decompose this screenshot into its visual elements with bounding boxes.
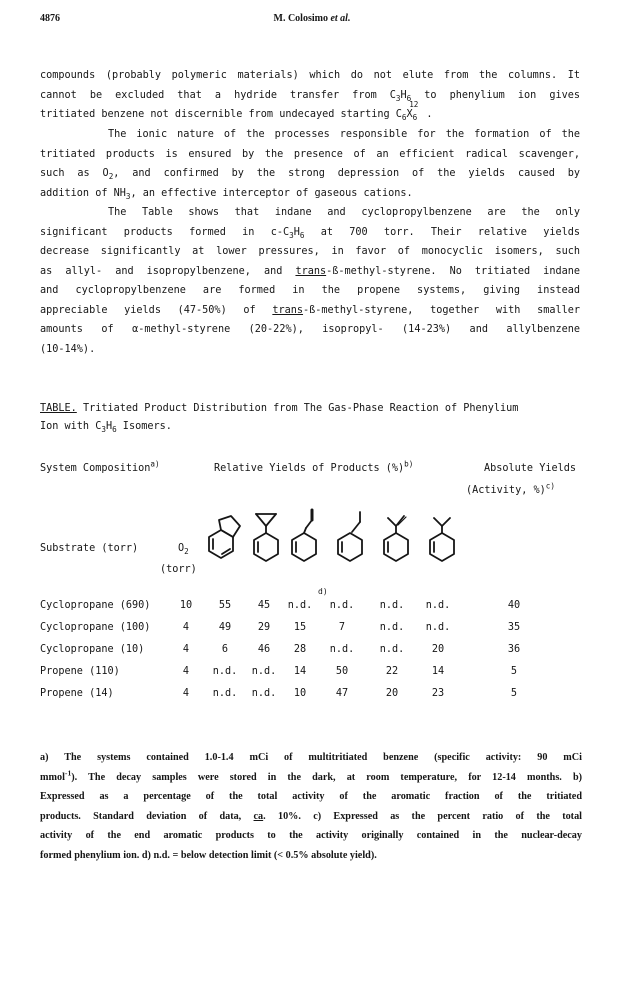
alpha-methylstyrene-structure-icon bbox=[378, 508, 418, 563]
header-system-composition: System Composition$^{a)}$ bbox=[40, 459, 160, 474]
cell-o2: 4 bbox=[182, 688, 190, 699]
cell-v1: 55 bbox=[218, 600, 232, 611]
cell-v3: 14 bbox=[293, 666, 307, 677]
cell-abs: 40 bbox=[507, 600, 521, 611]
cell-v5: n.d. bbox=[379, 622, 405, 633]
allylbenzene-structure-icon bbox=[286, 508, 326, 563]
cell-v5: n.d. bbox=[379, 600, 405, 611]
table-caption: TABLE. Tritiated Product Distribution from The Gas-Phase Reaction of Phenylium bbox=[40, 403, 519, 414]
page-number: 4876 bbox=[40, 13, 60, 24]
text-line: significant products formed in $c-C_3H_6$ at 700 torr. Their relative yields bbox=[40, 226, 580, 240]
header-relative-yields: Relative Yields of Products (%)$^{b)}$ bbox=[214, 459, 414, 474]
cell-abs: 5 bbox=[510, 666, 518, 677]
cell-v2: n.d. bbox=[251, 688, 277, 699]
cell-v6: 23 bbox=[431, 688, 445, 699]
cell-v3: 28 bbox=[293, 644, 307, 655]
cell-v4: 50 bbox=[335, 666, 349, 677]
text-line: amounts of α-methyl-styrene (20-22%), isopropyl- (14-23%) and allylbenzene bbox=[40, 324, 580, 335]
text-line: appreciable yields (47-50%) of trans-ß-methyl-styrene, together with smaller bbox=[40, 304, 580, 316]
cell-v2: n.d. bbox=[251, 666, 277, 677]
cell-v6: 20 bbox=[431, 644, 445, 655]
cell-v5: n.d. bbox=[379, 644, 405, 655]
text-line: decrease significantly at lower pressures, in favor of monocyclic isomers, such bbox=[40, 246, 580, 257]
cell-abs: 35 bbox=[507, 622, 521, 633]
footnote-line: activity of the end aromatic products to the activity originally contained in the nuclear-decay bbox=[40, 830, 582, 841]
cell-v4: n.d. bbox=[329, 644, 355, 655]
trans-beta-methylstyrene-structure-icon bbox=[332, 508, 372, 563]
text-line: (10-14%). bbox=[40, 343, 96, 355]
cell-v2: 29 bbox=[257, 622, 271, 633]
text-line: The ionic nature of the processes responsible for the formation of the bbox=[108, 129, 580, 140]
cell-o2: 4 bbox=[182, 666, 190, 677]
table-footnotes bbox=[40, 748, 582, 865]
paragraph-table-discussion bbox=[40, 203, 580, 359]
cell-o2: 4 bbox=[182, 622, 190, 633]
header-o2: $O_2$ bbox=[178, 543, 189, 557]
header-absolute-yields: Absolute Yields bbox=[484, 463, 577, 474]
header-o2-unit: (torr) bbox=[160, 564, 197, 575]
footnote-line: Expressed as a percentage of the total activity of the aromatic fraction of the tritiated bbox=[40, 791, 582, 802]
cell-abs: 5 bbox=[510, 688, 518, 699]
cell-v5: 22 bbox=[385, 666, 399, 677]
cell-v1: n.d. bbox=[212, 688, 238, 699]
text-line: The Table shows that indane and cyclopropylbenzene are the only bbox=[108, 207, 580, 218]
cell-v4: 7 bbox=[338, 622, 346, 633]
text-line: such as $O_2$, and confirmed by the strong depression of the yields caused by bbox=[40, 168, 580, 182]
cell-v5: 20 bbox=[385, 688, 399, 699]
footnote-line: products. Standard deviation of data, ca. 10%. c) Expressed as the percent ratio of the total bbox=[40, 810, 583, 822]
cell-o2: 10 bbox=[179, 600, 193, 611]
et-al: et al. bbox=[330, 13, 351, 24]
paragraph-ionic-nature bbox=[40, 125, 580, 203]
author-name: M. Colosimo bbox=[273, 13, 328, 24]
cell-v4: 47 bbox=[335, 688, 349, 699]
cyclopropylbenzene-structure-icon bbox=[248, 508, 288, 563]
running-header bbox=[0, 13, 624, 24]
cell-v6: 14 bbox=[431, 666, 445, 677]
text-line: and cyclopropylbenzene are formed in the propene systems, giving instead bbox=[40, 285, 580, 296]
cell-o2: 4 bbox=[182, 644, 190, 655]
row-substrate: Propene (110) bbox=[40, 666, 120, 677]
text-line: compounds (probably polymeric materials) which do not elute from the columns. It bbox=[40, 70, 580, 81]
isopropylbenzene-structure-icon bbox=[424, 508, 464, 563]
table-label: TABLE. bbox=[40, 403, 77, 414]
cell-v2: 46 bbox=[257, 644, 271, 655]
text-line: cannot be excluded that a hydride transfer from $C_3H_6$ to phenylium ion gives bbox=[40, 89, 580, 103]
header-substrate: Substrate (torr) bbox=[40, 543, 139, 554]
cell-v3: n.d. bbox=[287, 600, 313, 611]
cell-v2: 45 bbox=[257, 600, 271, 611]
row-substrate: Propene (14) bbox=[40, 688, 114, 699]
paragraph-continued bbox=[40, 66, 580, 125]
text-line: tritiated products is ensured by the presence of an efficient radical scavenger, bbox=[40, 148, 580, 160]
cell-v6: n.d. bbox=[425, 622, 451, 633]
footnote-line: a) The systems contained 1.0-1.4 mCi of multitritiated benzene (specific activity: 90 mCi bbox=[40, 752, 582, 763]
text-line: addition of $NH_3$, an effective interceptor of gaseous cations. bbox=[40, 187, 413, 201]
footnote-line: formed phenylium ion. d) n.d. = below detection limit (< 0.5% absolute yield). bbox=[40, 849, 377, 861]
cell-v6: n.d. bbox=[425, 600, 451, 611]
row-substrate: Cyclopropane (100) bbox=[40, 622, 151, 633]
cell-v1: 49 bbox=[218, 622, 232, 633]
row-substrate: Cyclopropane (10) bbox=[40, 644, 145, 655]
cell-v1: n.d. bbox=[212, 666, 238, 677]
header-activity: (Activity, %)$^{c)}$ bbox=[466, 481, 555, 496]
cell-v4: n.d. bbox=[329, 600, 355, 611]
text-line: as allyl- and isopropylbenzene, and trans-ß-methyl-styrene. No tritiated indane bbox=[40, 265, 580, 277]
table-caption-line2: Ion with $C_3H_6$ Isomers. bbox=[40, 421, 172, 435]
row-substrate: Cyclopropane (690) bbox=[40, 600, 151, 611]
footnote-line: mmol$^{-1}$). The decay samples were stored in the dark, at room temperature, for 12-14 months. b) bbox=[40, 768, 582, 783]
cell-v3: 10 bbox=[293, 688, 307, 699]
text-line: tritiated benzene not discernible from undecayed starting $C_6X_6^{12}$. bbox=[40, 99, 433, 123]
indane-structure-icon bbox=[200, 508, 250, 563]
cell-abs: 36 bbox=[507, 644, 521, 655]
cell-v1: 6 bbox=[221, 644, 229, 655]
cell-v3: 15 bbox=[293, 622, 307, 633]
